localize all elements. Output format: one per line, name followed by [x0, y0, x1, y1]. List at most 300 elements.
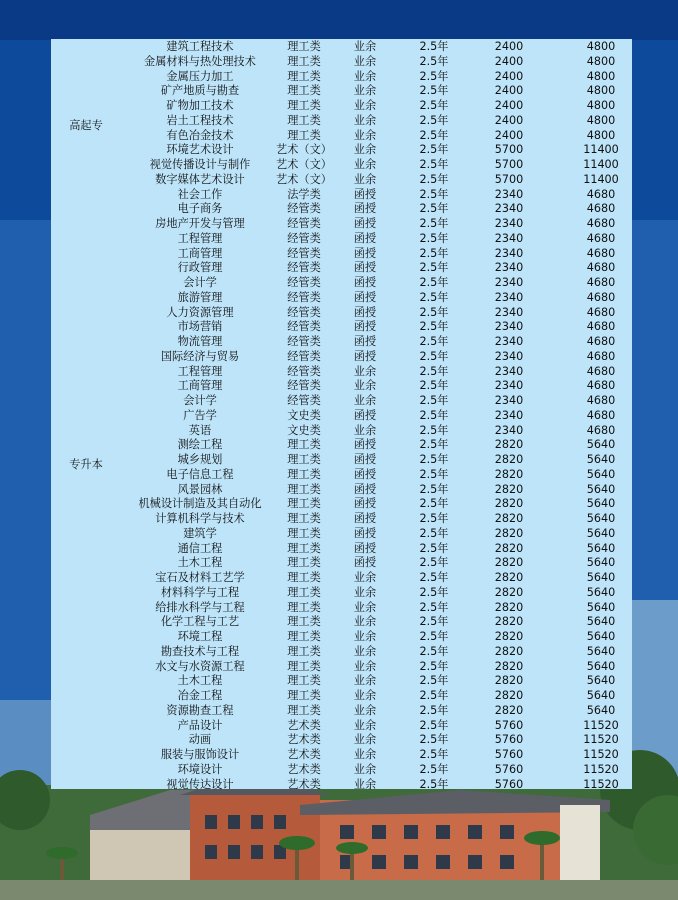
- annual-fee-cell: 2820: [494, 526, 524, 540]
- table-row: [51, 335, 632, 350]
- duration-cell: 2.5年: [419, 644, 449, 658]
- annual-fee-cell: 2400: [494, 99, 524, 112]
- major-cell: 工商管理: [177, 379, 223, 393]
- table-row: [51, 497, 632, 512]
- table-row: [51, 188, 632, 203]
- annual-fee-cell: 2340: [494, 202, 524, 216]
- category-cell: 理工类: [287, 644, 321, 658]
- total-fee-cell: 11400: [583, 143, 619, 157]
- total-fee-cell: 5640: [586, 644, 616, 658]
- annual-fee-cell: 2400: [494, 128, 524, 142]
- category-cell: 理工类: [287, 526, 321, 540]
- major-cell: 英语: [188, 423, 212, 437]
- study-mode-cell: 业余: [353, 571, 377, 584]
- category-cell: 理工类: [287, 585, 321, 599]
- major-cell: 市场营销: [177, 320, 223, 334]
- total-fee-cell: 5640: [586, 438, 616, 452]
- total-fee-cell: 4800: [586, 99, 616, 112]
- total-fee-cell: 4800: [586, 69, 616, 83]
- duration-cell: 2.5年: [419, 453, 449, 466]
- category-cell: 理工类: [287, 467, 321, 481]
- study-mode-cell: 业余: [353, 69, 377, 83]
- total-fee-cell: 4680: [586, 217, 616, 230]
- major-cell: 人力资源管理: [166, 305, 234, 319]
- major-cell: 房地产开发与管理: [155, 217, 245, 230]
- study-mode-cell: 业余: [353, 733, 377, 747]
- total-fee-cell: 5640: [586, 482, 616, 496]
- annual-fee-cell: 2340: [494, 217, 524, 230]
- table-row: [51, 202, 632, 217]
- duration-cell: 2.5年: [419, 659, 449, 673]
- annual-fee-cell: 2400: [494, 69, 524, 83]
- category-cell: 艺术类: [287, 748, 321, 761]
- table-row: [51, 660, 632, 675]
- duration-cell: 2.5年: [419, 526, 449, 540]
- study-mode-cell: 函授: [353, 526, 377, 540]
- study-mode-cell: 函授: [353, 217, 377, 230]
- annual-fee-cell: 2820: [494, 674, 524, 688]
- category-cell: 理工类: [287, 659, 321, 673]
- annual-fee-cell: 5760: [494, 762, 524, 776]
- major-cell: 城乡规划: [177, 453, 223, 466]
- category-cell: 经管类: [287, 290, 321, 304]
- duration-cell: 2.5年: [419, 600, 449, 614]
- study-mode-cell: 业余: [353, 364, 377, 378]
- major-cell: 化学工程与工艺: [160, 615, 240, 629]
- major-cell: 工商管理: [177, 246, 223, 260]
- study-mode-cell: 业余: [353, 615, 377, 629]
- total-fee-cell: 5640: [586, 497, 616, 511]
- study-mode-cell: 业余: [353, 748, 377, 761]
- annual-fee-cell: 2820: [494, 703, 524, 717]
- study-mode-cell: 函授: [353, 290, 377, 304]
- annual-fee-cell: 5760: [494, 718, 524, 732]
- duration-cell: 2.5年: [419, 305, 449, 319]
- table-row: [51, 512, 632, 527]
- major-cell: 国际经济与贸易: [160, 349, 240, 363]
- total-fee-cell: 4800: [586, 128, 616, 142]
- table-row: [51, 733, 632, 748]
- duration-cell: 2.5年: [419, 762, 449, 776]
- total-fee-cell: 5640: [586, 630, 616, 643]
- annual-fee-cell: 2340: [494, 320, 524, 334]
- study-mode-cell: 业余: [353, 423, 377, 437]
- table-row: [51, 689, 632, 704]
- total-fee-cell: 5640: [586, 541, 616, 555]
- category-cell: 艺术（文）: [276, 172, 332, 186]
- annual-fee-cell: 2820: [494, 630, 524, 643]
- major-cell: 广告学: [183, 408, 217, 422]
- total-fee-cell: 4680: [586, 349, 616, 363]
- tuition-table-panel: [51, 39, 632, 789]
- annual-fee-cell: 2340: [494, 423, 524, 437]
- category-cell: 艺术类: [287, 718, 321, 732]
- duration-cell: 2.5年: [419, 438, 449, 452]
- duration-cell: 2.5年: [419, 54, 449, 68]
- study-mode-cell: 函授: [353, 482, 377, 496]
- table-row: [51, 114, 632, 129]
- major-cell: 物流管理: [177, 335, 223, 348]
- category-cell: 经管类: [287, 261, 321, 275]
- category-cell: 理工类: [287, 453, 321, 466]
- duration-cell: 2.5年: [419, 630, 449, 643]
- duration-cell: 2.5年: [419, 556, 449, 570]
- total-fee-cell: 11520: [583, 718, 619, 732]
- study-mode-cell: 函授: [353, 408, 377, 422]
- study-mode-cell: 函授: [353, 320, 377, 334]
- annual-fee-cell: 2820: [494, 453, 524, 466]
- total-fee-cell: 4800: [586, 113, 616, 127]
- duration-cell: 2.5年: [419, 364, 449, 378]
- total-fee-cell: 4800: [586, 54, 616, 68]
- table-row: [51, 158, 632, 173]
- total-fee-cell: 5640: [586, 703, 616, 717]
- major-cell: 资源勘查工程: [166, 703, 234, 717]
- major-cell: 冶金工程: [177, 689, 223, 702]
- table-row: [51, 379, 632, 394]
- study-mode-cell: 函授: [353, 556, 377, 570]
- total-fee-cell: 4680: [586, 261, 616, 275]
- total-fee-cell: 5640: [586, 689, 616, 702]
- annual-fee-cell: 5760: [494, 777, 524, 791]
- major-cell: 电子商务: [177, 202, 223, 216]
- table-row: [51, 232, 632, 247]
- total-fee-cell: 5640: [586, 556, 616, 570]
- table-row: [51, 674, 632, 689]
- table-row: [51, 556, 632, 571]
- annual-fee-cell: 2340: [494, 187, 524, 201]
- major-cell: 动画: [188, 733, 212, 747]
- total-fee-cell: 11520: [583, 777, 619, 791]
- major-cell: 水文与水资源工程: [155, 659, 245, 673]
- level-label-gaoqizhuan: 高起专: [69, 118, 103, 132]
- category-cell: 理工类: [287, 99, 321, 112]
- study-mode-cell: 业余: [353, 777, 377, 791]
- table-row: [51, 763, 632, 778]
- table-row: [51, 438, 632, 453]
- total-fee-cell: 4680: [586, 305, 616, 319]
- total-fee-cell: 11400: [583, 172, 619, 186]
- total-fee-cell: 4680: [586, 320, 616, 334]
- duration-cell: 2.5年: [419, 143, 449, 157]
- study-mode-cell: 函授: [353, 541, 377, 555]
- category-cell: 经管类: [287, 246, 321, 260]
- category-cell: 经管类: [287, 276, 321, 289]
- category-cell: 理工类: [287, 128, 321, 142]
- study-mode-cell: 业余: [353, 394, 377, 407]
- duration-cell: 2.5年: [419, 69, 449, 83]
- total-fee-cell: 5640: [586, 585, 616, 599]
- duration-cell: 2.5年: [419, 320, 449, 334]
- category-cell: 理工类: [287, 69, 321, 83]
- major-cell: 环境工程: [177, 630, 223, 643]
- duration-cell: 2.5年: [419, 674, 449, 688]
- annual-fee-cell: 2820: [494, 585, 524, 599]
- duration-cell: 2.5年: [419, 290, 449, 304]
- table-row: [51, 40, 632, 55]
- study-mode-cell: 业余: [353, 143, 377, 157]
- total-fee-cell: 4800: [586, 84, 616, 98]
- category-cell: 艺术类: [287, 777, 321, 791]
- annual-fee-cell: 5760: [494, 733, 524, 747]
- category-cell: 艺术（文）: [276, 143, 332, 157]
- study-mode-cell: 业余: [353, 128, 377, 142]
- total-fee-cell: 4680: [586, 408, 616, 422]
- category-cell: 经管类: [287, 394, 321, 407]
- study-mode-cell: 函授: [353, 276, 377, 289]
- annual-fee-cell: 2340: [494, 379, 524, 393]
- study-mode-cell: 函授: [353, 202, 377, 216]
- duration-cell: 2.5年: [419, 467, 449, 481]
- study-mode-cell: 业余: [353, 644, 377, 658]
- study-mode-cell: 业余: [353, 158, 377, 171]
- study-mode-cell: 业余: [353, 379, 377, 393]
- total-fee-cell: 4680: [586, 202, 616, 216]
- table-row: [51, 129, 632, 144]
- major-cell: 矿产地质与勘查: [160, 84, 240, 98]
- total-fee-cell: 4800: [586, 40, 616, 53]
- category-cell: 理工类: [287, 113, 321, 127]
- category-cell: 经管类: [287, 364, 321, 378]
- table-row: [51, 601, 632, 616]
- table-row: [51, 586, 632, 601]
- category-cell: 文史类: [287, 423, 321, 437]
- duration-cell: 2.5年: [419, 689, 449, 702]
- total-fee-cell: 4680: [586, 364, 616, 378]
- duration-cell: 2.5年: [419, 172, 449, 186]
- major-cell: 金属压力加工: [166, 69, 234, 83]
- table-row: [51, 453, 632, 468]
- major-cell: 电子信息工程: [166, 467, 234, 481]
- duration-cell: 2.5年: [419, 261, 449, 275]
- major-cell: 通信工程: [177, 541, 223, 555]
- annual-fee-cell: 5700: [494, 158, 524, 171]
- study-mode-cell: 函授: [353, 246, 377, 260]
- study-mode-cell: 函授: [353, 467, 377, 481]
- major-cell: 建筑工程技术: [166, 40, 234, 53]
- table-row: [51, 704, 632, 719]
- table-row: [51, 615, 632, 630]
- annual-fee-cell: 2340: [494, 276, 524, 289]
- annual-fee-cell: 2820: [494, 541, 524, 555]
- study-mode-cell: 业余: [353, 99, 377, 112]
- duration-cell: 2.5年: [419, 541, 449, 555]
- annual-fee-cell: 2340: [494, 408, 524, 422]
- study-mode-cell: 业余: [353, 762, 377, 776]
- category-cell: 理工类: [287, 54, 321, 68]
- table-row: [51, 320, 632, 335]
- annual-fee-cell: 2820: [494, 659, 524, 673]
- annual-fee-cell: 2820: [494, 467, 524, 481]
- major-cell: 产品设计: [177, 718, 223, 732]
- table-row: [51, 173, 632, 188]
- category-cell: 理工类: [287, 497, 321, 511]
- major-cell: 岩土工程技术: [166, 113, 234, 127]
- category-cell: 艺术类: [287, 733, 321, 747]
- category-cell: 理工类: [287, 630, 321, 643]
- major-cell: 环境艺术设计: [166, 143, 234, 157]
- table-row: [51, 55, 632, 70]
- major-cell: 土木工程: [177, 674, 223, 688]
- major-cell: 会计学: [183, 394, 217, 407]
- annual-fee-cell: 2400: [494, 84, 524, 98]
- total-fee-cell: 11400: [583, 158, 619, 171]
- annual-fee-cell: 2340: [494, 394, 524, 407]
- category-cell: 理工类: [287, 600, 321, 614]
- major-cell: 旅游管理: [177, 290, 223, 304]
- annual-fee-cell: 2340: [494, 335, 524, 348]
- duration-cell: 2.5年: [419, 202, 449, 216]
- table-row: [51, 84, 632, 99]
- table-row: [51, 394, 632, 409]
- duration-cell: 2.5年: [419, 113, 449, 127]
- table-row: [51, 542, 632, 557]
- study-mode-cell: 函授: [353, 349, 377, 363]
- duration-cell: 2.5年: [419, 335, 449, 348]
- duration-cell: 2.5年: [419, 423, 449, 437]
- duration-cell: 2.5年: [419, 158, 449, 171]
- annual-fee-cell: 2340: [494, 364, 524, 378]
- total-fee-cell: 11520: [583, 762, 619, 776]
- study-mode-cell: 函授: [353, 512, 377, 525]
- major-cell: 工程管理: [177, 364, 223, 378]
- major-cell: 环境设计: [177, 762, 223, 776]
- study-mode-cell: 业余: [353, 703, 377, 717]
- study-mode-cell: 函授: [353, 305, 377, 319]
- table-row: [51, 645, 632, 660]
- annual-fee-cell: 2400: [494, 113, 524, 127]
- total-fee-cell: 5640: [586, 512, 616, 525]
- category-cell: 理工类: [287, 674, 321, 688]
- annual-fee-cell: 2340: [494, 349, 524, 363]
- total-fee-cell: 5640: [586, 600, 616, 614]
- category-cell: 理工类: [287, 482, 321, 496]
- category-cell: 法学类: [287, 187, 321, 201]
- annual-fee-cell: 2820: [494, 438, 524, 452]
- annual-fee-cell: 2340: [494, 290, 524, 304]
- category-cell: 文史类: [287, 408, 321, 422]
- total-fee-cell: 5640: [586, 571, 616, 584]
- annual-fee-cell: 2820: [494, 644, 524, 658]
- duration-cell: 2.5年: [419, 246, 449, 260]
- duration-cell: 2.5年: [419, 777, 449, 791]
- table-row: [51, 99, 632, 114]
- table-row: [51, 247, 632, 262]
- annual-fee-cell: 2400: [494, 54, 524, 68]
- duration-cell: 2.5年: [419, 84, 449, 98]
- duration-cell: 2.5年: [419, 585, 449, 599]
- major-cell: 行政管理: [177, 261, 223, 275]
- annual-fee-cell: 2820: [494, 615, 524, 629]
- study-mode-cell: 业余: [353, 674, 377, 688]
- annual-fee-cell: 5700: [494, 172, 524, 186]
- category-cell: 理工类: [287, 512, 321, 525]
- study-mode-cell: 函授: [353, 453, 377, 466]
- table-row: [51, 291, 632, 306]
- annual-fee-cell: 2820: [494, 600, 524, 614]
- table-row: [51, 527, 632, 542]
- duration-cell: 2.5年: [419, 497, 449, 511]
- duration-cell: 2.5年: [419, 217, 449, 230]
- duration-cell: 2.5年: [419, 615, 449, 629]
- category-cell: 经管类: [287, 217, 321, 230]
- total-fee-cell: 5640: [586, 526, 616, 540]
- table-row: [51, 630, 632, 645]
- total-fee-cell: 5640: [586, 674, 616, 688]
- duration-cell: 2.5年: [419, 276, 449, 289]
- category-cell: 经管类: [287, 320, 321, 334]
- major-cell: 视觉传播设计与制作: [149, 158, 251, 171]
- total-fee-cell: 5640: [586, 659, 616, 673]
- category-cell: 理工类: [287, 703, 321, 717]
- category-cell: 理工类: [287, 556, 321, 570]
- major-cell: 有色冶金技术: [166, 128, 234, 142]
- total-fee-cell: 4680: [586, 231, 616, 245]
- major-cell: 风景园林: [177, 482, 223, 496]
- study-mode-cell: 业余: [353, 172, 377, 186]
- study-mode-cell: 业余: [353, 600, 377, 614]
- duration-cell: 2.5年: [419, 99, 449, 112]
- total-fee-cell: 4680: [586, 246, 616, 260]
- major-cell: 服装与服饰设计: [160, 748, 240, 761]
- category-cell: 经管类: [287, 202, 321, 216]
- study-mode-cell: 业余: [353, 689, 377, 702]
- category-cell: 艺术（文）: [276, 158, 332, 171]
- duration-cell: 2.5年: [419, 571, 449, 584]
- study-mode-cell: 函授: [353, 438, 377, 452]
- major-cell: 视觉传达设计: [166, 777, 234, 791]
- table-row: [51, 571, 632, 586]
- total-fee-cell: 4680: [586, 290, 616, 304]
- table-row: [51, 778, 632, 793]
- annual-fee-cell: 2820: [494, 482, 524, 496]
- duration-cell: 2.5年: [419, 718, 449, 732]
- total-fee-cell: 4680: [586, 423, 616, 437]
- table-row: [51, 350, 632, 365]
- table-row: [51, 217, 632, 232]
- study-mode-cell: 业余: [353, 659, 377, 673]
- major-cell: 给排水科学与工程: [155, 600, 245, 614]
- annual-fee-cell: 2820: [494, 512, 524, 525]
- major-cell: 会计学: [183, 276, 217, 289]
- table-row: [51, 70, 632, 85]
- category-cell: 理工类: [287, 84, 321, 98]
- table-row: [51, 365, 632, 380]
- study-mode-cell: 业余: [353, 113, 377, 127]
- major-cell: 计算机科学与技术: [155, 512, 245, 525]
- duration-cell: 2.5年: [419, 40, 449, 53]
- study-mode-cell: 函授: [353, 261, 377, 275]
- study-mode-cell: 函授: [353, 497, 377, 511]
- category-cell: 理工类: [287, 438, 321, 452]
- total-fee-cell: 4680: [586, 379, 616, 393]
- major-cell: 金属材料与热处理技术: [144, 54, 256, 68]
- total-fee-cell: 4680: [586, 335, 616, 348]
- total-fee-cell: 11520: [583, 733, 619, 747]
- major-cell: 测绘工程: [177, 438, 223, 452]
- major-cell: 勘查技术与工程: [160, 644, 240, 658]
- level-label-zhuanshengben: 专升本: [69, 458, 103, 471]
- duration-cell: 2.5年: [419, 187, 449, 201]
- total-fee-cell: 5640: [586, 615, 616, 629]
- major-cell: 土木工程: [177, 556, 223, 570]
- duration-cell: 2.5年: [419, 231, 449, 245]
- duration-cell: 2.5年: [419, 408, 449, 422]
- table-row: [51, 424, 632, 439]
- category-cell: 理工类: [287, 615, 321, 629]
- category-cell: 经管类: [287, 349, 321, 363]
- duration-cell: 2.5年: [419, 128, 449, 142]
